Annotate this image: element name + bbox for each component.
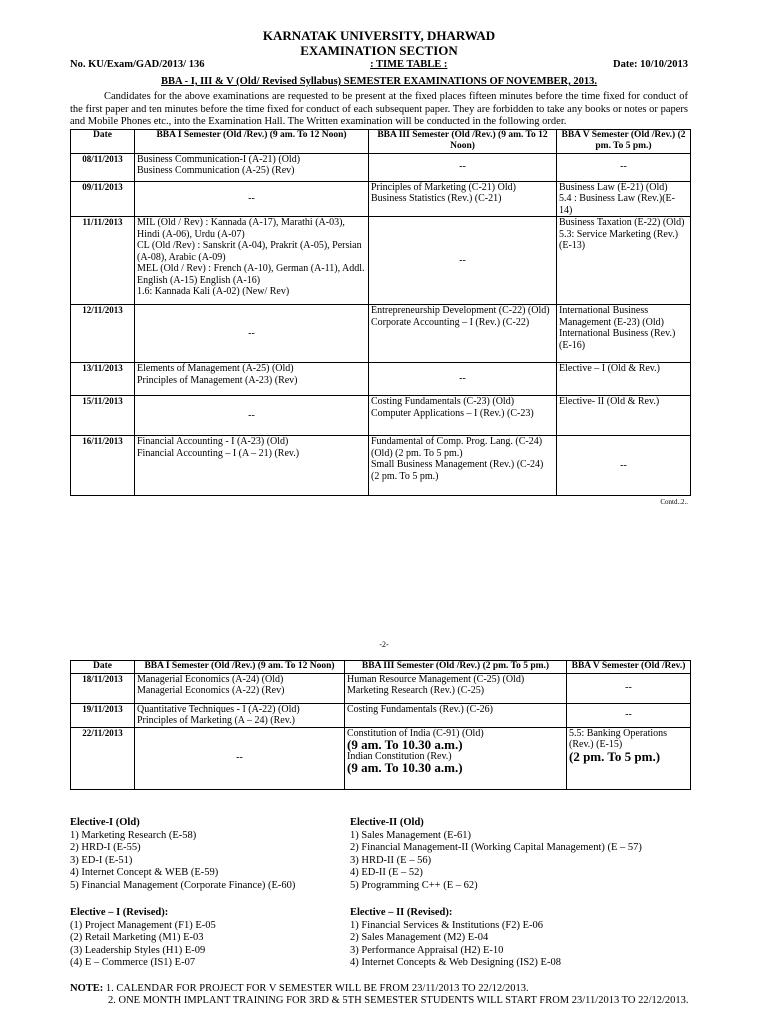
list-item: 2) Financial Management-II (Working Capital Management) (E – 57) (350, 842, 642, 853)
cell-line: Constitution of India (C-91) (Old) (347, 727, 484, 739)
cell-sem5 (557, 305, 691, 363)
col-header-sem1: BBA I Semester (Old /Rev.) (9 am. To 12 Noon) (135, 129, 369, 153)
note-line-1: 1. CALENDAR FOR PROJECT FOR V SEMESTER WILL BE FROM 23/11/2013 TO 22/12/2013. (105, 983, 529, 994)
table-row (71, 673, 691, 703)
cell-line: Fundamental of Comp. Prog. Lang. (C-24) (Old) (2 pm. To 5 pm.) (371, 436, 543, 459)
cell-line: Business Taxation (E-22) (Old) (559, 217, 685, 228)
timetable-page2 (70, 660, 691, 790)
col-header-sem5: BBA V Semester (Old /Rev.) (567, 661, 691, 674)
section-name: EXAMINATION SECTION (300, 43, 458, 58)
row-date: 16/11/2013 (71, 436, 135, 496)
row-date: 19/11/2013 (71, 703, 135, 727)
cell-line: Business Law (E-21) (Old) (559, 181, 668, 193)
col-header-sem1: BBA I Semester (Old /Rev.) (9 am. To 12 Noon) (135, 661, 345, 674)
table-row (71, 305, 691, 363)
elective-1-revised (70, 907, 380, 970)
cell-line: Business Communication (A-25) (Rev) (137, 165, 295, 176)
cell-line: MEL (Old / Rev) : French (A-10), German (A-11), Addl. English (A-15) English (A-16) (137, 263, 365, 286)
cell-line: Elective- II (Old & Rev.) (559, 396, 660, 407)
elective-2-old (350, 817, 660, 892)
table-row (71, 703, 691, 727)
cell-line: International Business Management (E-23) (Old) (559, 305, 664, 328)
row-date: 15/11/2013 (71, 396, 135, 436)
cell-line: Financial Accounting - I (A-23) (Old) (137, 436, 289, 447)
cell-line: -- (620, 161, 627, 173)
cell-sem3 (345, 673, 567, 703)
row-date: 22/11/2013 (71, 727, 135, 789)
cell-line: CL (Old /Rev) : Sanskrit (A-04), Prakrit (A-05), Persian (A-08), Arabic (A-09) (137, 240, 362, 263)
document-date: Date: 10/10/2013 (613, 59, 688, 70)
cell-line: Small Business Management (Rev.) (C-24) (2 pm. To 5 pm.) (371, 459, 544, 482)
cell-line: Costing Fundamentals (Rev.) (C-26) (347, 703, 494, 715)
cell-line: Indian Constitution (Rev.) (347, 750, 452, 762)
cell-sem3 (369, 217, 557, 305)
cell-line: Quantitative Techniques - I (A-22) (Old) (137, 703, 300, 715)
list-item: (3) Leadership Styles (H1) E-09 (70, 944, 206, 956)
cell-line: 5.4 : Business Law (Rev.)(E-14) (559, 193, 675, 216)
list-item: 3) HRD-II (E – 56) (350, 854, 432, 866)
table-row (71, 436, 691, 496)
list-item: 3) Performance Appraisal (H2) E-10 (350, 944, 504, 956)
list-item: (1) Project Management (F1) E-05 (70, 919, 216, 931)
reference-number: No. KU/Exam/GAD/2013/ 136 (70, 59, 205, 70)
elective-2-revised (350, 907, 660, 970)
table-row (71, 396, 691, 436)
cell-sem3 (369, 363, 557, 396)
cell-sem5 (567, 673, 691, 703)
cell-line: 1.6: Kannada Kali (A-02) (New/ Rev) (137, 286, 290, 297)
list-item: 1) Financial Services & Institutions (F2) E-06 (350, 919, 544, 931)
cell-sem3 (369, 305, 557, 363)
cell-line: Marketing Research (Rev.) (C-25) (347, 685, 485, 696)
note-label: NOTE: (70, 983, 104, 994)
list-item: 2) Sales Management (M2) E-04 (350, 932, 489, 943)
cell-line: 5.3: Service Marketing (Rev.) (E-13) (559, 228, 679, 251)
col-header-sem5: BBA V Semester (Old /Rev.) (2 pm. To 5 pm.) (557, 129, 691, 153)
list-item: 3) ED-I (E-51) (70, 854, 133, 866)
elective-heading: Elective-I (Old) (70, 817, 140, 828)
cell-line: -- (248, 327, 255, 339)
cell-sem5 (557, 217, 691, 305)
cell-sem3 (369, 396, 557, 436)
continued-label: Contd..2.. (660, 498, 688, 506)
cell-line: Financial Accounting – I (A – 21) (Rev.) (137, 447, 300, 459)
list-item: 5) Financial Management (Corporate Finance) (E-60) (70, 879, 296, 891)
row-date: 08/11/2013 (71, 153, 135, 181)
table-row (71, 363, 691, 396)
cell-line: Principles of Management (A-23) (Rev) (137, 374, 298, 386)
elective-1-old (70, 817, 380, 892)
cell-line: Principles of Marketing (A – 24) (Rev.) (137, 715, 295, 726)
table-row (71, 181, 691, 217)
cell-line: Principles of Marketing (C-21) Old) (371, 181, 516, 193)
cell-sem5 (557, 363, 691, 396)
cell-sem3 (369, 436, 557, 496)
cell-sem1 (135, 727, 345, 789)
cell-sem1 (135, 396, 369, 436)
cell-sem1 (135, 436, 369, 496)
cell-line: -- (236, 752, 243, 764)
cell-line: (9 am. To 10.30 a.m.) (347, 737, 463, 752)
note-line-2: 2. ONE MONTH IMPLANT TRAINING FOR 3RD & 5TH SEMESTER STUDENTS WILL START FROM 23/11/2013 TO 22/12/2013. (108, 995, 689, 1006)
reference-row (70, 58, 688, 71)
cell-line: International Business (Rev.) (E-16) (559, 328, 676, 351)
university-name: KARNATAK UNIVERSITY, DHARWAD (262, 28, 496, 43)
cell-sem1 (135, 217, 369, 305)
cell-sem3 (369, 153, 557, 181)
list-item: 2) HRD-I (E-55) (70, 842, 141, 853)
timetable-page1 (70, 129, 691, 497)
cell-line: 5.5: Banking Operations (Rev.) (E-15) (569, 727, 668, 750)
row-date: 13/11/2013 (71, 363, 135, 396)
document-subtitle: BBA - I, III & V (Old/ Revised Syllabus) SEMESTER EXAMINATIONS OF NOVEMBER, 2013. (160, 76, 598, 87)
cell-line: Managerial Economics (A-24) (Old) (137, 673, 284, 685)
cell-sem1 (135, 673, 345, 703)
cell-sem5 (557, 436, 691, 496)
cell-line: MIL (Old / Rev) : Kannada (A-17), Marathi (A-03), Hindi (A-06), Urdu (A-07) (137, 217, 345, 240)
elective-heading: Elective-II (Old) (350, 817, 424, 828)
list-item: 4) Internet Concepts & Web Designing (IS2) E-08 (350, 957, 561, 968)
list-item: (2) Retail Marketing (M1) E-03 (70, 932, 204, 943)
row-date: 18/11/2013 (71, 673, 135, 703)
cell-sem3 (345, 727, 567, 789)
cell-line: Managerial Economics (A-22) (Rev) (137, 685, 285, 696)
cell-line: -- (459, 373, 466, 385)
cell-line: Human Resource Management (C-25) (Old) (347, 673, 525, 685)
table-row (71, 153, 691, 181)
row-date: 09/11/2013 (71, 181, 135, 217)
cell-sem5 (567, 727, 691, 789)
list-item: 5) Programming C++ (E – 62) (350, 879, 478, 891)
list-item: 1) Sales Management (E-61) (350, 829, 472, 841)
note-section (70, 983, 710, 1007)
cell-sem1 (135, 305, 369, 363)
cell-line: -- (625, 682, 632, 694)
cell-sem5 (557, 153, 691, 181)
col-header-sem3: BBA III Semester (Old /Rev.) (2 pm. To 5 pm.) (345, 661, 567, 674)
elective-heading: Elective – II (Revised): (350, 907, 453, 918)
col-header-date: Date (71, 661, 135, 674)
page-number: -2- (379, 640, 389, 649)
cell-line: Elements of Management (A-25) (Old) (137, 363, 294, 374)
cell-line: -- (625, 709, 632, 721)
row-date: 12/11/2013 (71, 305, 135, 363)
cell-line: Business Statistics (Rev.) (C-21) (371, 193, 502, 204)
cell-line: Business Communication-I (A-21) (Old) (137, 153, 301, 165)
cell-line: -- (459, 254, 466, 266)
cell-line: Costing Fundamentals (C-23) (Old) (371, 396, 515, 407)
cell-line: Elective – I (Old & Rev.) (559, 363, 660, 374)
cell-line: (2 pm. To 5 pm.) (569, 748, 661, 764)
document-page (70, 28, 688, 506)
cell-line: Computer Applications – I (Rev.) (C-23) (371, 407, 534, 419)
cell-sem5 (557, 396, 691, 436)
cell-line: (9 am. To 10.30 a.m.) (347, 760, 463, 775)
col-header-sem3: BBA III Semester (Old /Rev.) (9 am. To 12 Noon) (369, 129, 557, 153)
timetable-label: : TIME TABLE : (370, 59, 448, 70)
list-item: 4) ED-II (E – 52) (350, 867, 423, 878)
row-date: 11/11/2013 (71, 217, 135, 305)
cell-sem1 (135, 153, 369, 181)
list-item: (4) E – Commerce (IS1) E-07 (70, 957, 196, 968)
list-item: 1) Marketing Research (E-58) (70, 829, 197, 841)
cell-line: -- (459, 161, 466, 173)
cell-sem1 (135, 363, 369, 396)
table-row (71, 217, 691, 305)
cell-line: Corporate Accounting – I (Rev.) (C-22) (371, 316, 530, 328)
table-row (71, 727, 691, 789)
elective-heading: Elective – I (Revised): (70, 907, 169, 918)
cell-sem5 (567, 703, 691, 727)
col-header-date: Date (71, 129, 135, 153)
cell-sem3 (345, 703, 567, 727)
cell-sem5 (557, 181, 691, 217)
cell-sem1 (135, 181, 369, 217)
cell-sem1 (135, 703, 345, 727)
cell-line: -- (248, 193, 255, 204)
cell-line: -- (248, 409, 255, 421)
cell-line: -- (620, 459, 627, 471)
instructions-paragraph: Candidates for the above examinations are requested to be present at the fixed places fifteen minutes before the time fixed for conduct of the first paper and ten minutes before the time fixed for conduct of each subsequent paper. They are forbidden to take any books or notes or papers and Mobile Phones etc., into the Examination Hall. The Written examination will be conducted in the following order. (70, 91, 688, 127)
cell-line: Entrepreneurship Development (C-22) (Old) (371, 305, 550, 316)
cell-sem3 (369, 181, 557, 217)
list-item: 4) Internet Concept & WEB (E-59) (70, 867, 219, 878)
